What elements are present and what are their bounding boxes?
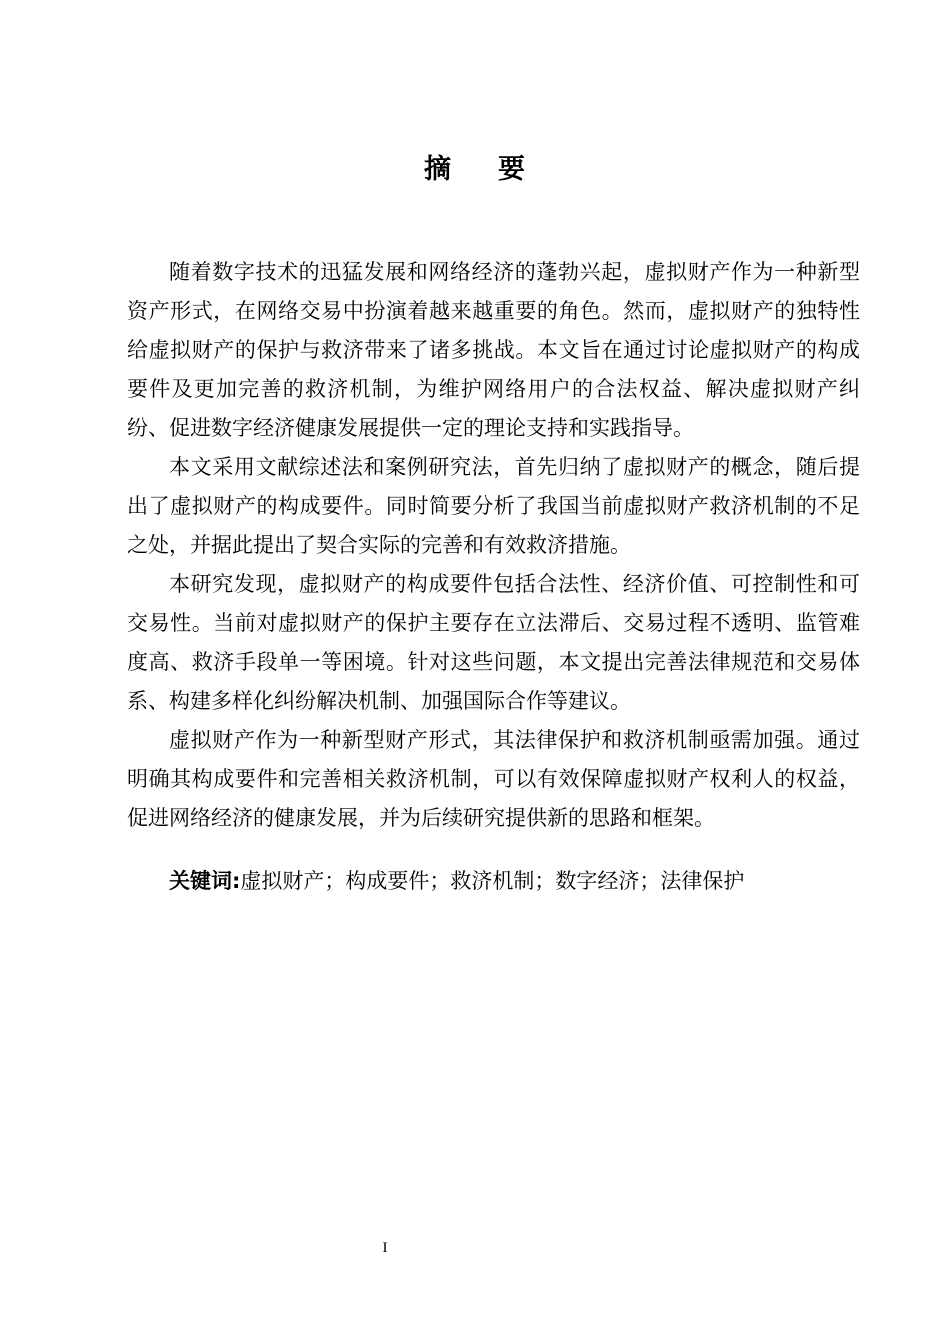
- abstract-title-char-2: 要: [498, 154, 526, 185]
- abstract-paragraph-3: 本研究发现，虚拟财产的构成要件包括合法性、经济价值、可控制性和可交易性。当前对虚拟财产的保护主要存在立法滞后、交易过程不透明、监管难度高、救济手段单一等困境。针对这些问题，本文提出完善法律规范和交易体系、构建多样化纠纷解决机制、加强国际合作等建议。: [127, 572, 860, 713]
- page-number: I: [382, 1240, 388, 1256]
- abstract-body: [127, 253, 860, 838]
- abstract-paragraph-1: 随着数字技术的迅猛发展和网络经济的蓬勃兴起，虚拟财产作为一种新型资产形式，在网络交易中扮演着越来越重要的角色。然而，虚拟财产的独特性给虚拟财产的保护与救济带来了诸多挑战。本文旨在通过讨论虚拟财产的构成要件及更加完善的救济机制，为维护网络用户的合法权益、解决虚拟财产纠纷、促进数字经济健康发展提供一定的理论支持和实践指导。: [127, 260, 860, 440]
- keywords-label: 关键词:: [169, 869, 241, 893]
- abstract-paragraph-4: 虚拟财产作为一种新型财产形式，其法律保护和救济机制亟需加强。通过明确其构成要件和完善相关救济机制，可以有效保障虚拟财产权利人的权益，促进网络经济的健康发展，并为后续研究提供新的思路和框架。: [127, 728, 860, 830]
- abstract-title-char-1: 摘: [424, 154, 452, 185]
- keywords-value: 虚拟财产；构成要件；救济机制；数字经济；法律保护: [240, 869, 745, 893]
- keywords-line: [169, 862, 859, 901]
- abstract-paragraph-2: 本文采用文献综述法和案例研究法，首先归纳了虚拟财产的概念，随后提出了虚拟财产的构成要件。同时简要分析了我国当前虚拟财产救济机制的不足之处，并据此提出了契合实际的完善和有效救济措施。: [127, 455, 860, 557]
- abstract-title: [0, 150, 950, 190]
